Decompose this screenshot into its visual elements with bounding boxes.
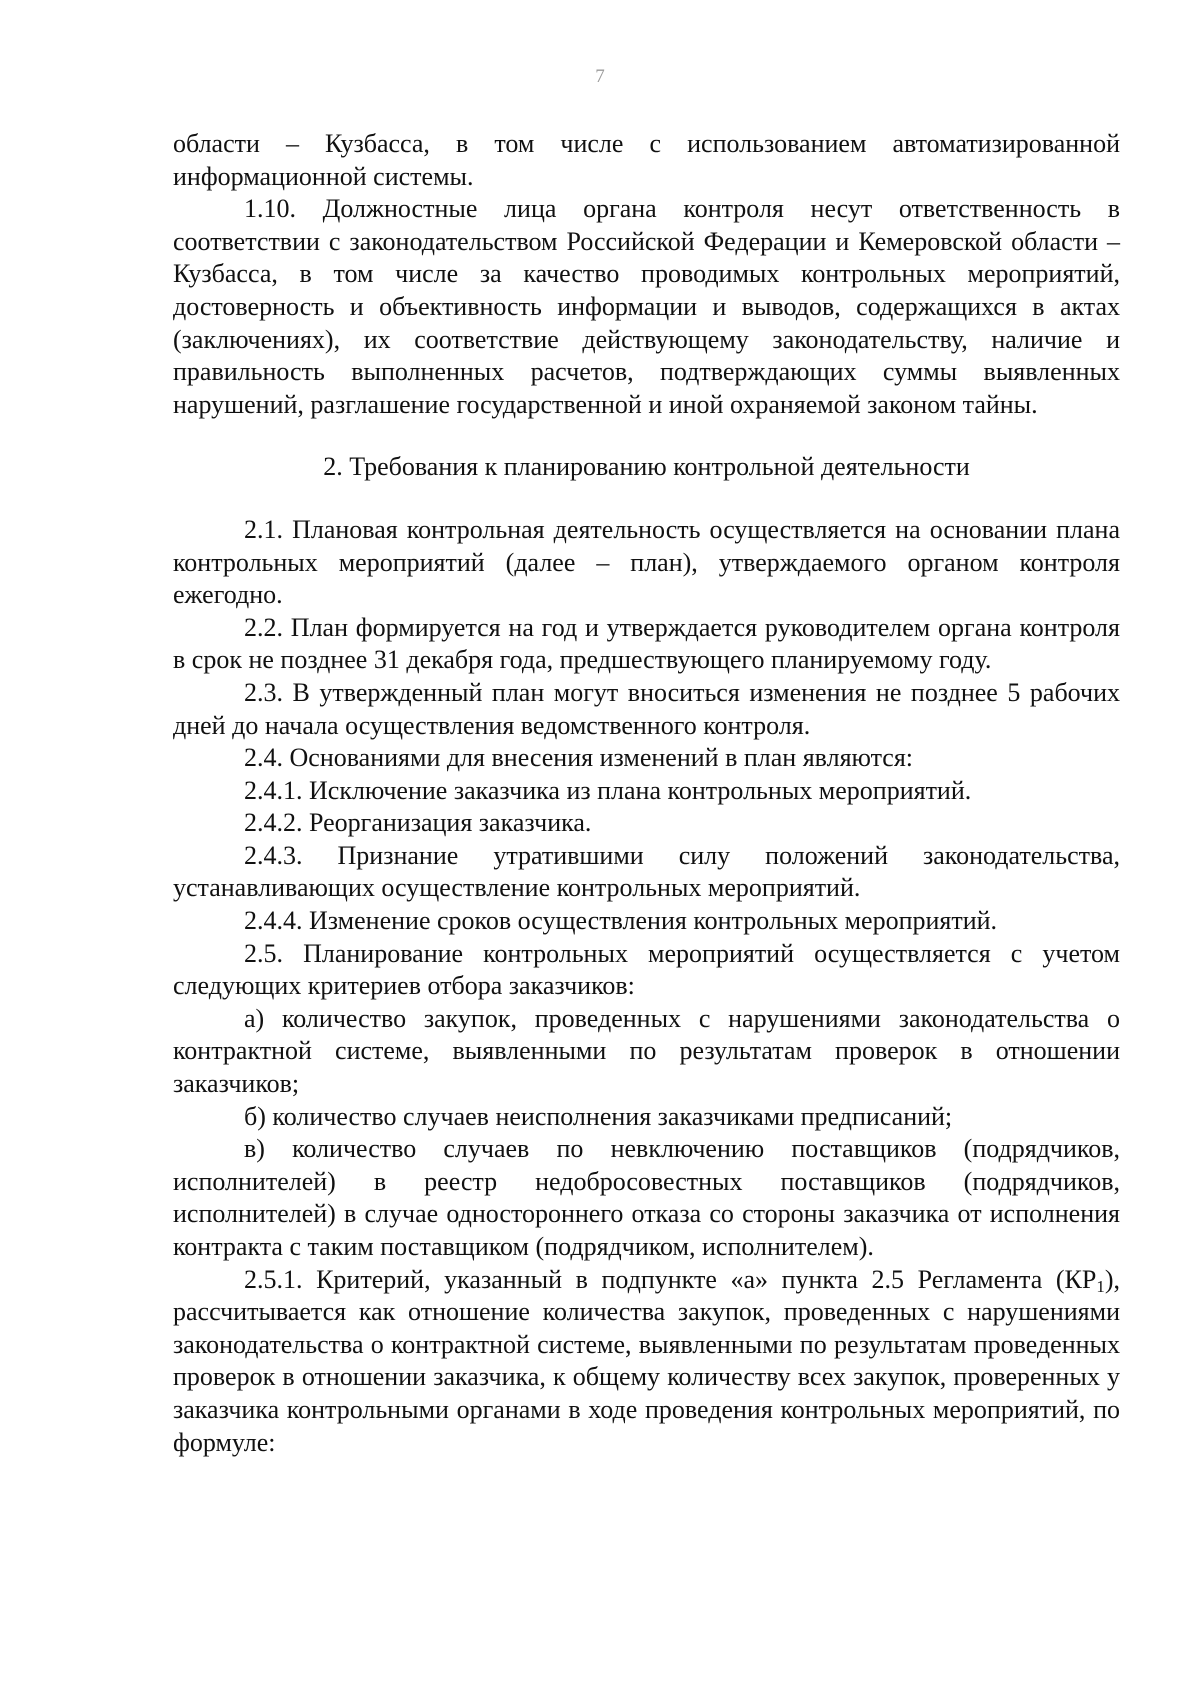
paragraph-2-5-1-lead: 2.5.1. Критерий, указанный в подпункте «а» пункта 2.5 Регламента (КР [244,1264,1097,1294]
paragraph-2-4-2: 2.4.2. Реорганизация заказчика. [244,808,592,838]
paragraph-2-5-a: а) количество закупок, проведенных с нарушениями законодательства о контрактной системе, выявленными по результатам проверок в отношении заказчиков; [173,1003,1120,1099]
paragraph-2-5-b: б) количество случаев неисполнения заказчиками предписаний; [244,1101,953,1131]
paragraph-continuation: области – Кузбасса, в том числе с использованием автоматизированной информационной системы. [173,129,1120,191]
page-number: 7 [595,66,605,87]
paragraph-2-4-1: 2.4.1. Исключение заказчика из плана контрольных мероприятий. [244,775,972,805]
criterion-subscript: 1 [1096,1276,1105,1296]
paragraph-2-1: 2.1. Плановая контрольная деятельность осуществляется на основании плана контрольных мероприятий (далее – план), утверждаемого органом контроля ежегодно. [173,514,1120,610]
document-body [173,128,1120,1459]
paragraph-1-10: 1.10. Должностные лица органа контроля несут ответственность в соответствии с законодательством Российской Федерации и Кемеровской области – Кузбасса, в том числе за качество проводимых контрольных мероприятий, достоверность и объективность информации и выводов, содержащихся в актах (заключениях), их соответствие действующему законодательству, наличие и правильность выполненных расчетов, подтверждающих суммы выявленных нарушений, разглашение государственной и иной охраняемой законом тайны. [173,194,1120,419]
paragraph-2-2: 2.2. План формируется на год и утверждается руководителем органа контроля в срок не позднее 31 декабря года, предшествующего планируемому году. [173,612,1120,675]
paragraph-2-4-3: 2.4.3. Признание утратившими силу положений законодательства, устанавливающих осуществление контрольных мероприятий. [173,840,1120,903]
paragraph-2-4: 2.4. Основаниями для внесения изменений в план являются: [244,743,914,773]
paragraph-2-3: 2.3. В утвержденный план могут вноситься изменения не позднее 5 рабочих дней до начала осуществления ведомственного контроля. [173,677,1120,740]
paragraph-2-5: 2.5. Планирование контрольных мероприятий осуществляется с учетом следующих критериев отбора заказчиков: [173,938,1120,1001]
paragraph-2-5-v: в) количество случаев по невключению поставщиков (подрядчиков, исполнителей) в реестр недобросовестных поставщиков (подрядчиков, исполнителей) в случае одностороннего отказа со стороны заказчика от исполнения контракта с таким поставщиком (подрядчиком, исполнителем). [173,1134,1120,1261]
paragraph-2-5-1-rest: ), рассчитывается как отношение количества закупок, проведенных с нарушениями законодательства о контрактной системе, выявленными по результатам проведенных проверок в отношении заказчика, к общему количеству всех закупок, проверенных у заказчика контрольными органами в ходе проведения контрольных мероприятий, по формуле: [173,1264,1120,1457]
paragraph-2-4-4: 2.4.4. Изменение сроков осуществления контрольных мероприятий. [244,906,998,936]
section-heading: 2. Требования к планированию контрольной деятельности [323,452,970,482]
paragraph-2-5-1 [173,1264,1120,1460]
